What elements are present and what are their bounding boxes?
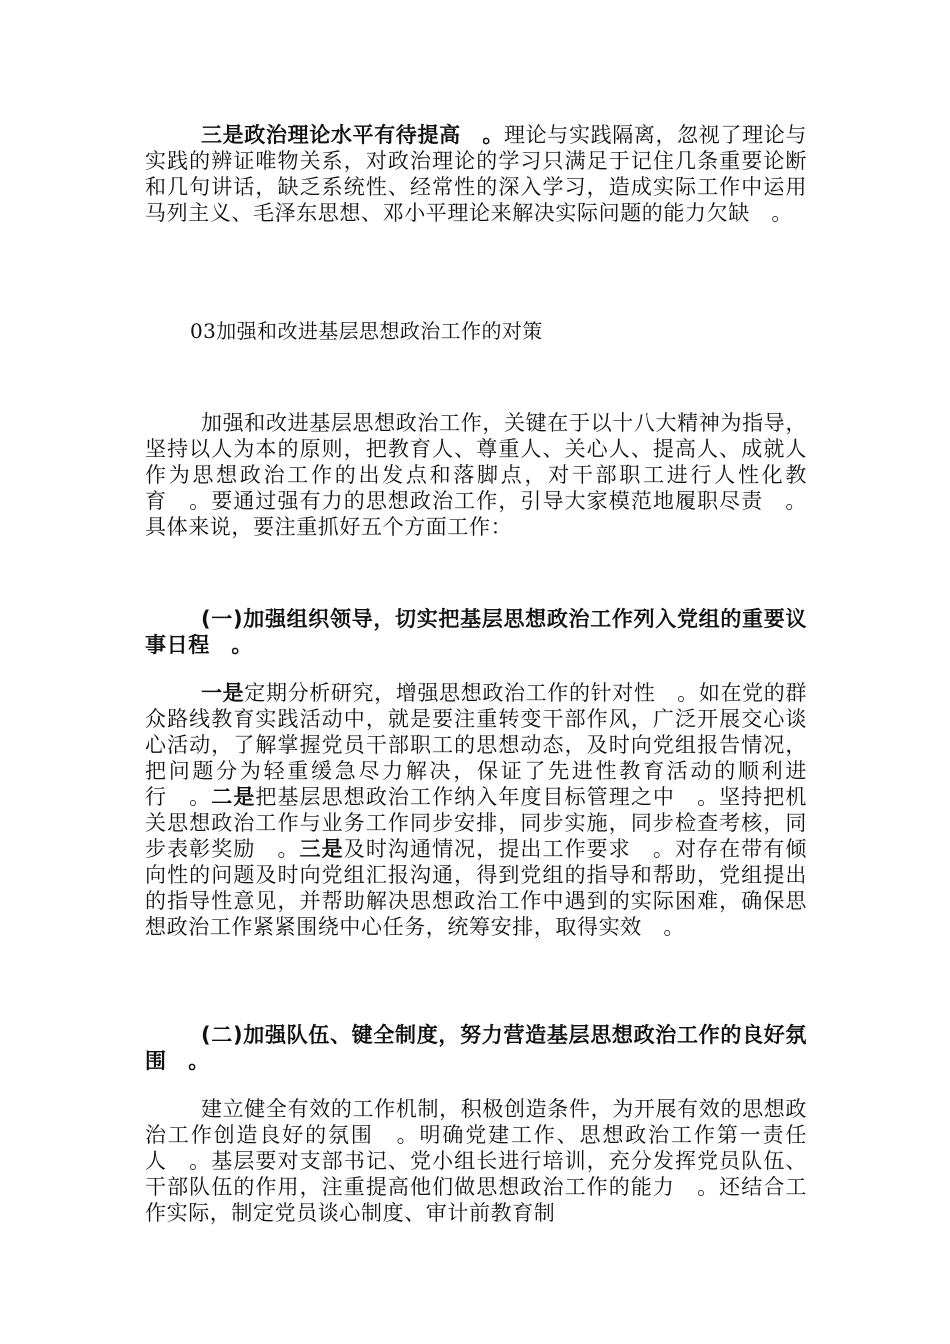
- paragraph-leadership-details: [145, 680, 807, 940]
- paragraph-text: 定期分析研究，增强思想政治工作的针对性 。如在党的群众路线教育实践活动中，就是要注重转变干部作风，广泛开展交心谈心活动，了解掌握党员干部职工的思想动态，及时向党组报告情况，把问题分为轻重缓急尽力解决，保证了先进性教育活动的顺利进行 。: [145, 681, 807, 809]
- paragraph-intro-measures: [145, 410, 807, 540]
- paragraph-work-mechanism: [145, 1096, 807, 1226]
- subheading-organization-leadership: (一)加强组织领导，切实把基层思想政治工作列入党组的重要议事日程 。: [145, 607, 807, 657]
- paragraph-political-theory: [145, 122, 807, 226]
- section-heading-03: 03加强和改进基层思想政治工作的对策: [190, 319, 543, 343]
- keyword-first: 一是: [201, 681, 245, 705]
- paragraph-text: 理论与实践隔离，忽视了理论与实践的辨证唯物关系，对政治理论的学习只满足于记住几条重要论断和几句讲话，缺乏系统性、经常性的深入学习，造成实际工作中运用马列主义、毛泽东思想、邓小平理论来解决实际问题的能力欠缺 。: [145, 123, 807, 225]
- paragraph-lead-bold: 三是政治理论水平有待提高 。: [201, 123, 505, 147]
- paragraph-text: 加强和改进基层思想政治工作，关键在于以十八大精神为指导，坚持以人为本的原则，把教育人、尊重人、关心人、提高人、成就人作为思想政治工作的出发点和落脚点，对干部职工进行人性化教育 。要通过强有力的思想政治工作，引导大家模范地履职尽责 。具体来说，要注重抓好五个方面工作：: [145, 411, 807, 539]
- paragraph-text: 把基层思想政治工作纳入年度目标管理之中 。坚持把机关思想政治工作与业务工作同步安排，同步实施，同步检查考核，同步表彰奖励 。: [145, 785, 807, 861]
- keyword-second: 二是: [211, 785, 256, 809]
- keyword-third: 三是: [299, 837, 344, 861]
- paragraph-text: 建立健全有效的工作机制，积极创造条件，为开展有效的思想政治工作创造良好的氛围 。明确党建工作、思想政治工作第一责任人 。基层要对支部书记、党小组长进行培训，充分发挥党员队伍、干部队伍的作用，注重提高他们做思想政治工作的能力 。还结合工作实际，制定党员谈心制度、审计前教育制: [145, 1097, 807, 1225]
- paragraph-text: 及时沟通情况，提出工作要求 。对存在带有倾向性的问题及时向党组汇报沟通，得到党组的指导和帮助，党组提出的指导性意见，并帮助解决思想政治工作中遇到的实际困难，确保思想政治工作紧紧围绕中心任务，统筹安排，取得实效 。: [145, 837, 807, 939]
- subheading-team-system: (二)加强队伍、键全制度，努力营造基层思想政治工作的良好氛围 。: [145, 1023, 807, 1073]
